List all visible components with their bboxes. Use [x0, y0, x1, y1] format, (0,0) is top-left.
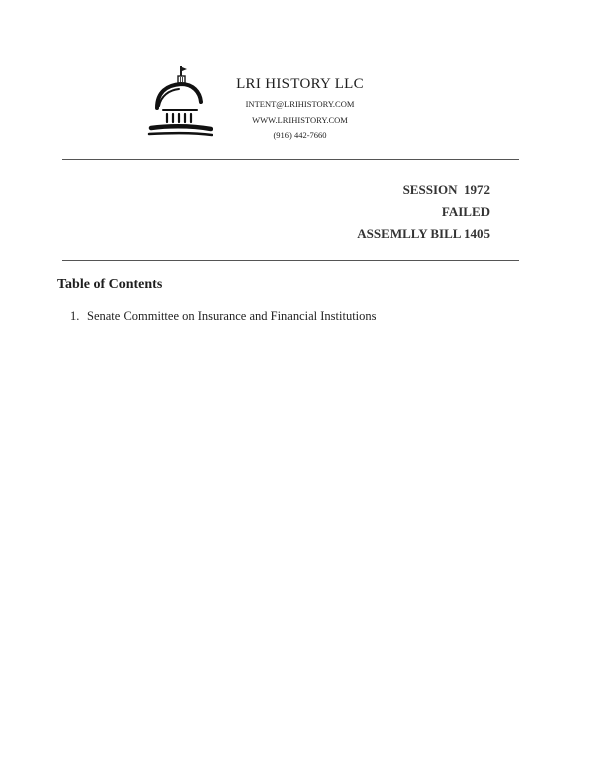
toc-list	[70, 309, 377, 324]
company-name: LRI HISTORY LLC	[236, 76, 364, 92]
company-phone: (916) 442-7660	[273, 130, 327, 140]
company-website: WWW.LRIHISTORY.COM	[252, 115, 348, 125]
bill-number: ASSEMLLY BILL 1405	[357, 226, 490, 241]
bill-status: FAILED	[441, 204, 490, 219]
bill-divider	[62, 260, 519, 261]
toc-item[interactable]	[70, 309, 377, 324]
toc-title: Table of Contents	[57, 277, 163, 292]
toc-item-number: 1.	[70, 309, 80, 323]
company-email: INTENT@LRIHISTORY.COM	[245, 99, 355, 109]
bill-session: SESSION 1972	[402, 182, 490, 197]
header-divider	[62, 159, 519, 160]
toc-item-label[interactable]: Senate Committee on Insurance and Financial Institutions	[87, 309, 377, 323]
